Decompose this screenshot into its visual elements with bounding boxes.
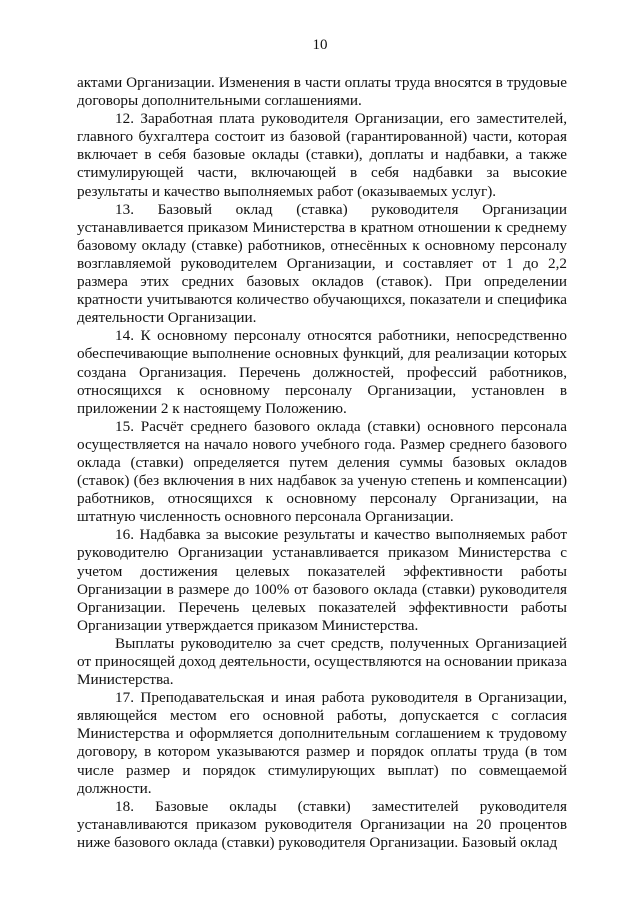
paragraph-12: 12. Заработная плата руководителя Организации, его заместителей, главного бухгалтера состоит из базовой (гарантированной) части, которая включает в себя базовые оклады (ставки), доплаты и надбавки, а также стимулирующей части, включающей в себя надбавки за высокие результаты и качество выполняемых работ (оказываемых услуг). [77, 110, 567, 200]
paragraph-15: 15. Расчёт среднего базового оклада (ставки) основного персонала осуществляется на начало нового учебного года. Размер среднего базового оклада (ставки) определяется путем деления суммы базовых окладов (ставок) (без включения в них надбавок за ученую степень и компенсации) работников, относящихся к основному персоналу Организации, на штатную численность основного персонала Организации. [77, 417, 567, 526]
paragraph-14: 14. К основному персоналу относятся работники, непосредственно обеспечивающие выполнение основных функций, для реализации которых создана Организация. Перечень должностей, профессий работников, относящихся к основному персоналу Организации, установлен в приложении 2 к настоящему Положению. [77, 327, 567, 417]
paragraph-13: 13. Базовый оклад (ставка) руководителя Организации устанавливается приказом Министерства в кратном отношении к среднему базовому окладу (ставке) работников, отнесённых к основному персоналу возглавляемой руководителем Организации, и составляет от 1 до 2,2 размера этих средних базовых окладов (ставок). При определении кратности учитываются количество обучающихся, показатели и специфика деятельности Организации. [77, 200, 567, 327]
page-number: 10 [312, 37, 328, 53]
paragraph-continuation: актами Организации. Изменения в части оплаты труда вносятся в трудовые договоры дополнительными соглашениями. [77, 74, 567, 110]
paragraph-16: 16. Надбавка за высокие результаты и качество выполняемых работ руководителю Организации устанавливается приказом Министерства с учетом достижения целевых показателей эффективности работы Организации в размере до 100% от базового оклада (ставки) руководителя Организации. Перечень целевых показателей эффективности работы Организации утверждается приказом Министерства. [77, 526, 567, 634]
paragraph-18: 18. Базовые оклады (ставки) заместителей руководителя устанавливаются приказом руководителя Организации на 20 процентов ниже базового оклада (ставки) руководителя Организации. Базовый оклад [77, 797, 567, 851]
document-body [77, 74, 567, 852]
paragraph-17: 17. Преподавательская и иная работа руководителя в Организации, являющейся местом его основной работы, допускается с согласия Министерства и оформляется дополнительным соглашением к трудовому договору, в котором указываются размер и порядок оплаты труда (в том числе размер и порядок стимулирующих выплат) по совмещаемой должности. [77, 689, 567, 797]
paragraph-16-payments: Выплаты руководителю за счет средств, полученных Организацией от приносящей доход деятельности, осуществляются на основании приказа Министерства. [77, 634, 567, 689]
